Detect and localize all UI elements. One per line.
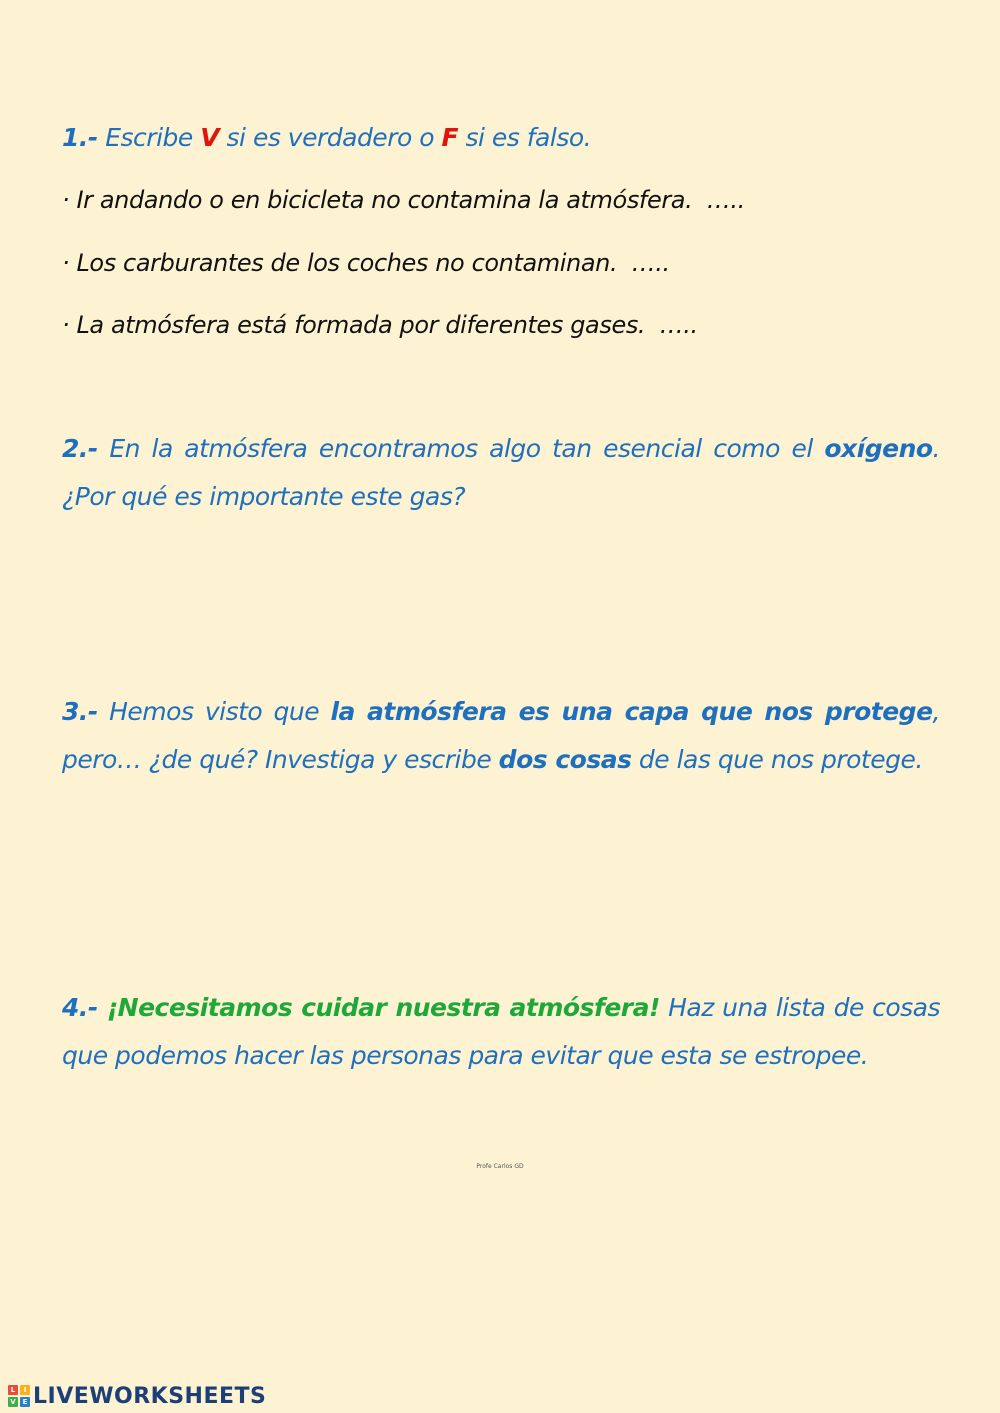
- question-2: [62, 425, 940, 521]
- logo-block-l: L: [8, 1385, 18, 1395]
- false-letter: F: [441, 123, 459, 152]
- question-1: [62, 118, 940, 158]
- question-3-text-c: de las que nos protege.: [631, 745, 923, 774]
- question-3-number: 3.-: [62, 697, 98, 726]
- question-1-text-b: si es verdadero o: [219, 123, 442, 152]
- question-2-text-b: . ¿Por qué es importante este gas?: [62, 434, 940, 511]
- question-2-text-a: En la atmósfera encontramos algo tan esencial como el: [97, 434, 825, 463]
- question-4-highlight: ¡Necesitamos cuidar nuestra atmósfera!: [97, 993, 660, 1022]
- true-letter: V: [200, 123, 220, 152]
- question-3-text-b: , pero… ¿de qué? Investiga y escribe: [62, 697, 940, 774]
- question-3: [62, 688, 940, 784]
- logo-blocks-icon: [8, 1385, 30, 1407]
- question-1-text-a: Escribe: [97, 123, 201, 152]
- question-4: [62, 984, 940, 1080]
- statement-3: · La atmósfera está formada por diferentes gases. …..: [62, 311, 698, 339]
- statement-2: · Los carburantes de los coches no contaminan. …..: [62, 249, 670, 277]
- question-3-bold-b: dos cosas: [498, 745, 632, 774]
- liveworksheets-logo[interactable]: [8, 1383, 266, 1409]
- question-1-text-c: si es falso.: [458, 123, 592, 152]
- logo-block-e: E: [20, 1397, 30, 1407]
- logo-block-i: I: [20, 1385, 30, 1395]
- logo-block-v: V: [8, 1397, 18, 1407]
- logo-text: LIVEWORKSHEETS: [33, 1383, 267, 1409]
- question-3-bold-a: la atmósfera es una capa que nos protege: [330, 697, 933, 726]
- author-credit: Profe Carlos GD: [476, 1163, 524, 1170]
- question-4-number: 4.-: [62, 993, 98, 1022]
- statement-1: · Ir andando o en bicicleta no contamina la atmósfera. …..: [62, 186, 745, 214]
- question-2-bold: oxígeno: [824, 434, 933, 463]
- question-3-text-a: Hemos visto que: [97, 697, 331, 726]
- question-1-number: 1.-: [62, 123, 98, 152]
- question-2-number: 2.-: [62, 434, 98, 463]
- question-4-text: Haz una lista de cosas que podemos hacer las personas para evitar que esta se estropee.: [62, 993, 940, 1070]
